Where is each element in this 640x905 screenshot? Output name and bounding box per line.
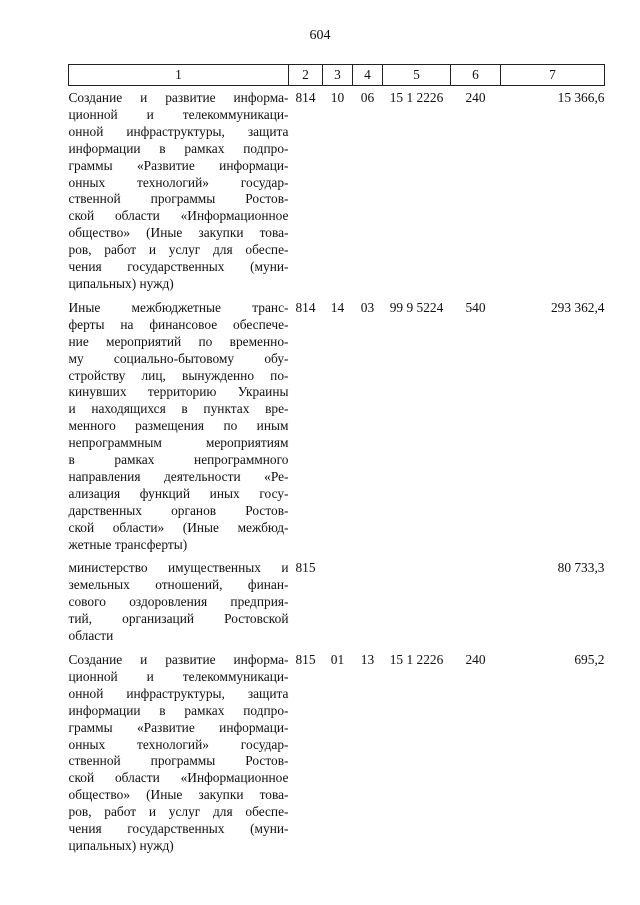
description-line: ственной программы Ростов- (68, 191, 289, 207)
description-line: ской области «Информационное (68, 208, 289, 224)
row-description (69, 648, 289, 858)
cell-ministry-code: 814 (295, 90, 316, 105)
cell-subsection: 13 (360, 652, 375, 667)
cell-expense-type: 540 (465, 299, 486, 315)
description-line: чения государственных (муни- (68, 259, 289, 275)
table-row (69, 648, 605, 858)
description-line: тий, организаций Ростовской (68, 611, 289, 627)
description-line: Создание и развитие информа- (68, 652, 289, 667)
description-line: ров, работ и услуг для обеспе- (68, 804, 289, 820)
budget-table (68, 64, 605, 858)
description-line: информации в рамках подпро- (68, 140, 289, 156)
description-line: непрограммным мероприятиям (68, 435, 289, 451)
cell-target-article: 15 1 2226 (389, 652, 444, 667)
cell-amount: 15 366,6 (557, 90, 605, 105)
row-description (69, 556, 289, 648)
description-line: граммы «Развитие информаци- (68, 719, 289, 735)
description-line: менного размещения по иным (68, 418, 289, 434)
description-line: направления деятельности «Ре- (68, 468, 289, 484)
table-body (69, 86, 605, 858)
description-line: онной инфраструктуры, защита (68, 685, 289, 701)
description-line: граммы «Развитие информаци- (68, 157, 289, 173)
description-line: ственной программы Ростов- (68, 753, 289, 769)
description-line: онных технологий» государ- (68, 174, 289, 190)
description-line: ционной и телекоммуникаци- (68, 668, 289, 684)
cell-ministry-code: 814 (295, 299, 316, 315)
description-line: сового оздоровления предприя- (68, 594, 289, 610)
description-line: ционной и телекоммуникаци- (68, 106, 289, 122)
cell-ministry-code: 815 (295, 560, 316, 576)
description-line: онных технологий» государ- (68, 736, 289, 752)
cell-section: 14 (330, 299, 345, 315)
description-line: жетные трансферты) (68, 536, 188, 552)
cell-target-article (383, 556, 451, 648)
description-line: му социально-бытовому обу- (68, 350, 289, 366)
cell-expense-type: 240 (465, 652, 486, 667)
description-line: дарственных органов Ростов- (68, 502, 289, 518)
description-line: министерство имущественных и (68, 560, 289, 576)
table-row (69, 556, 605, 648)
row-description (69, 86, 289, 296)
header-col-1: 1 (69, 65, 289, 86)
description-line: ние мероприятий по временно- (68, 333, 289, 349)
cell-amount: 695,2 (574, 652, 605, 667)
description-line: ферты на финансовое обеспече- (68, 316, 289, 332)
header-col-6: 6 (451, 65, 501, 86)
description-line: общество» (Иные закупки това- (68, 787, 289, 803)
cell-section (323, 556, 353, 648)
header-col-7: 7 (501, 65, 605, 86)
description-line: кинувших территорию Украины (68, 384, 289, 400)
description-line: ской области «Информационное (68, 770, 289, 786)
description-line: ципальных) нужд) (68, 837, 174, 853)
description-line: общество» (Иные закупки това- (68, 225, 289, 241)
description-line: информации в рамках подпро- (68, 702, 289, 718)
description-line: земельных отношений, финан- (68, 577, 289, 593)
cell-amount: 80 733,3 (557, 560, 605, 576)
description-line: ализация функций иных госу- (68, 485, 289, 501)
description-line: ров, работ и услуг для обеспе- (68, 242, 289, 258)
cell-target-article: 99 9 5224 (389, 299, 444, 315)
cell-section: 10 (330, 90, 345, 105)
description-line: ципальных) нужд) (68, 275, 174, 291)
description-line: онной инфраструктуры, защита (68, 123, 289, 139)
cell-subsection (353, 556, 383, 648)
table-row (69, 86, 605, 296)
header-col-3: 3 (323, 65, 353, 86)
description-line: чения государственных (муни- (68, 821, 289, 837)
cell-amount: 293 362,4 (550, 299, 605, 315)
header-col-5: 5 (383, 65, 451, 86)
description-line: Иные межбюджетные транс- (68, 299, 289, 315)
cell-expense-type (451, 556, 501, 648)
row-description (69, 296, 289, 557)
description-line: Создание и развитие информа- (68, 90, 289, 105)
cell-subsection: 06 (360, 90, 375, 105)
description-line: и находящихся в пунктах вре- (68, 401, 289, 417)
description-line: стройству лиц, вынужденно по- (68, 367, 289, 383)
description-line: области (68, 628, 114, 644)
header-row (69, 65, 605, 86)
table-row (69, 296, 605, 557)
cell-ministry-code: 815 (295, 652, 316, 667)
cell-section: 01 (330, 652, 345, 667)
page-number: 604 (309, 28, 331, 43)
description-line: ской области» (Иные межбюд- (68, 519, 289, 535)
header-col-2: 2 (289, 65, 323, 86)
cell-target-article: 15 1 2226 (389, 90, 444, 105)
table-header (69, 65, 605, 86)
cell-expense-type: 240 (465, 90, 486, 105)
cell-subsection: 03 (360, 299, 375, 315)
description-line: в рамках непрограммного (68, 452, 289, 468)
header-col-4: 4 (353, 65, 383, 86)
